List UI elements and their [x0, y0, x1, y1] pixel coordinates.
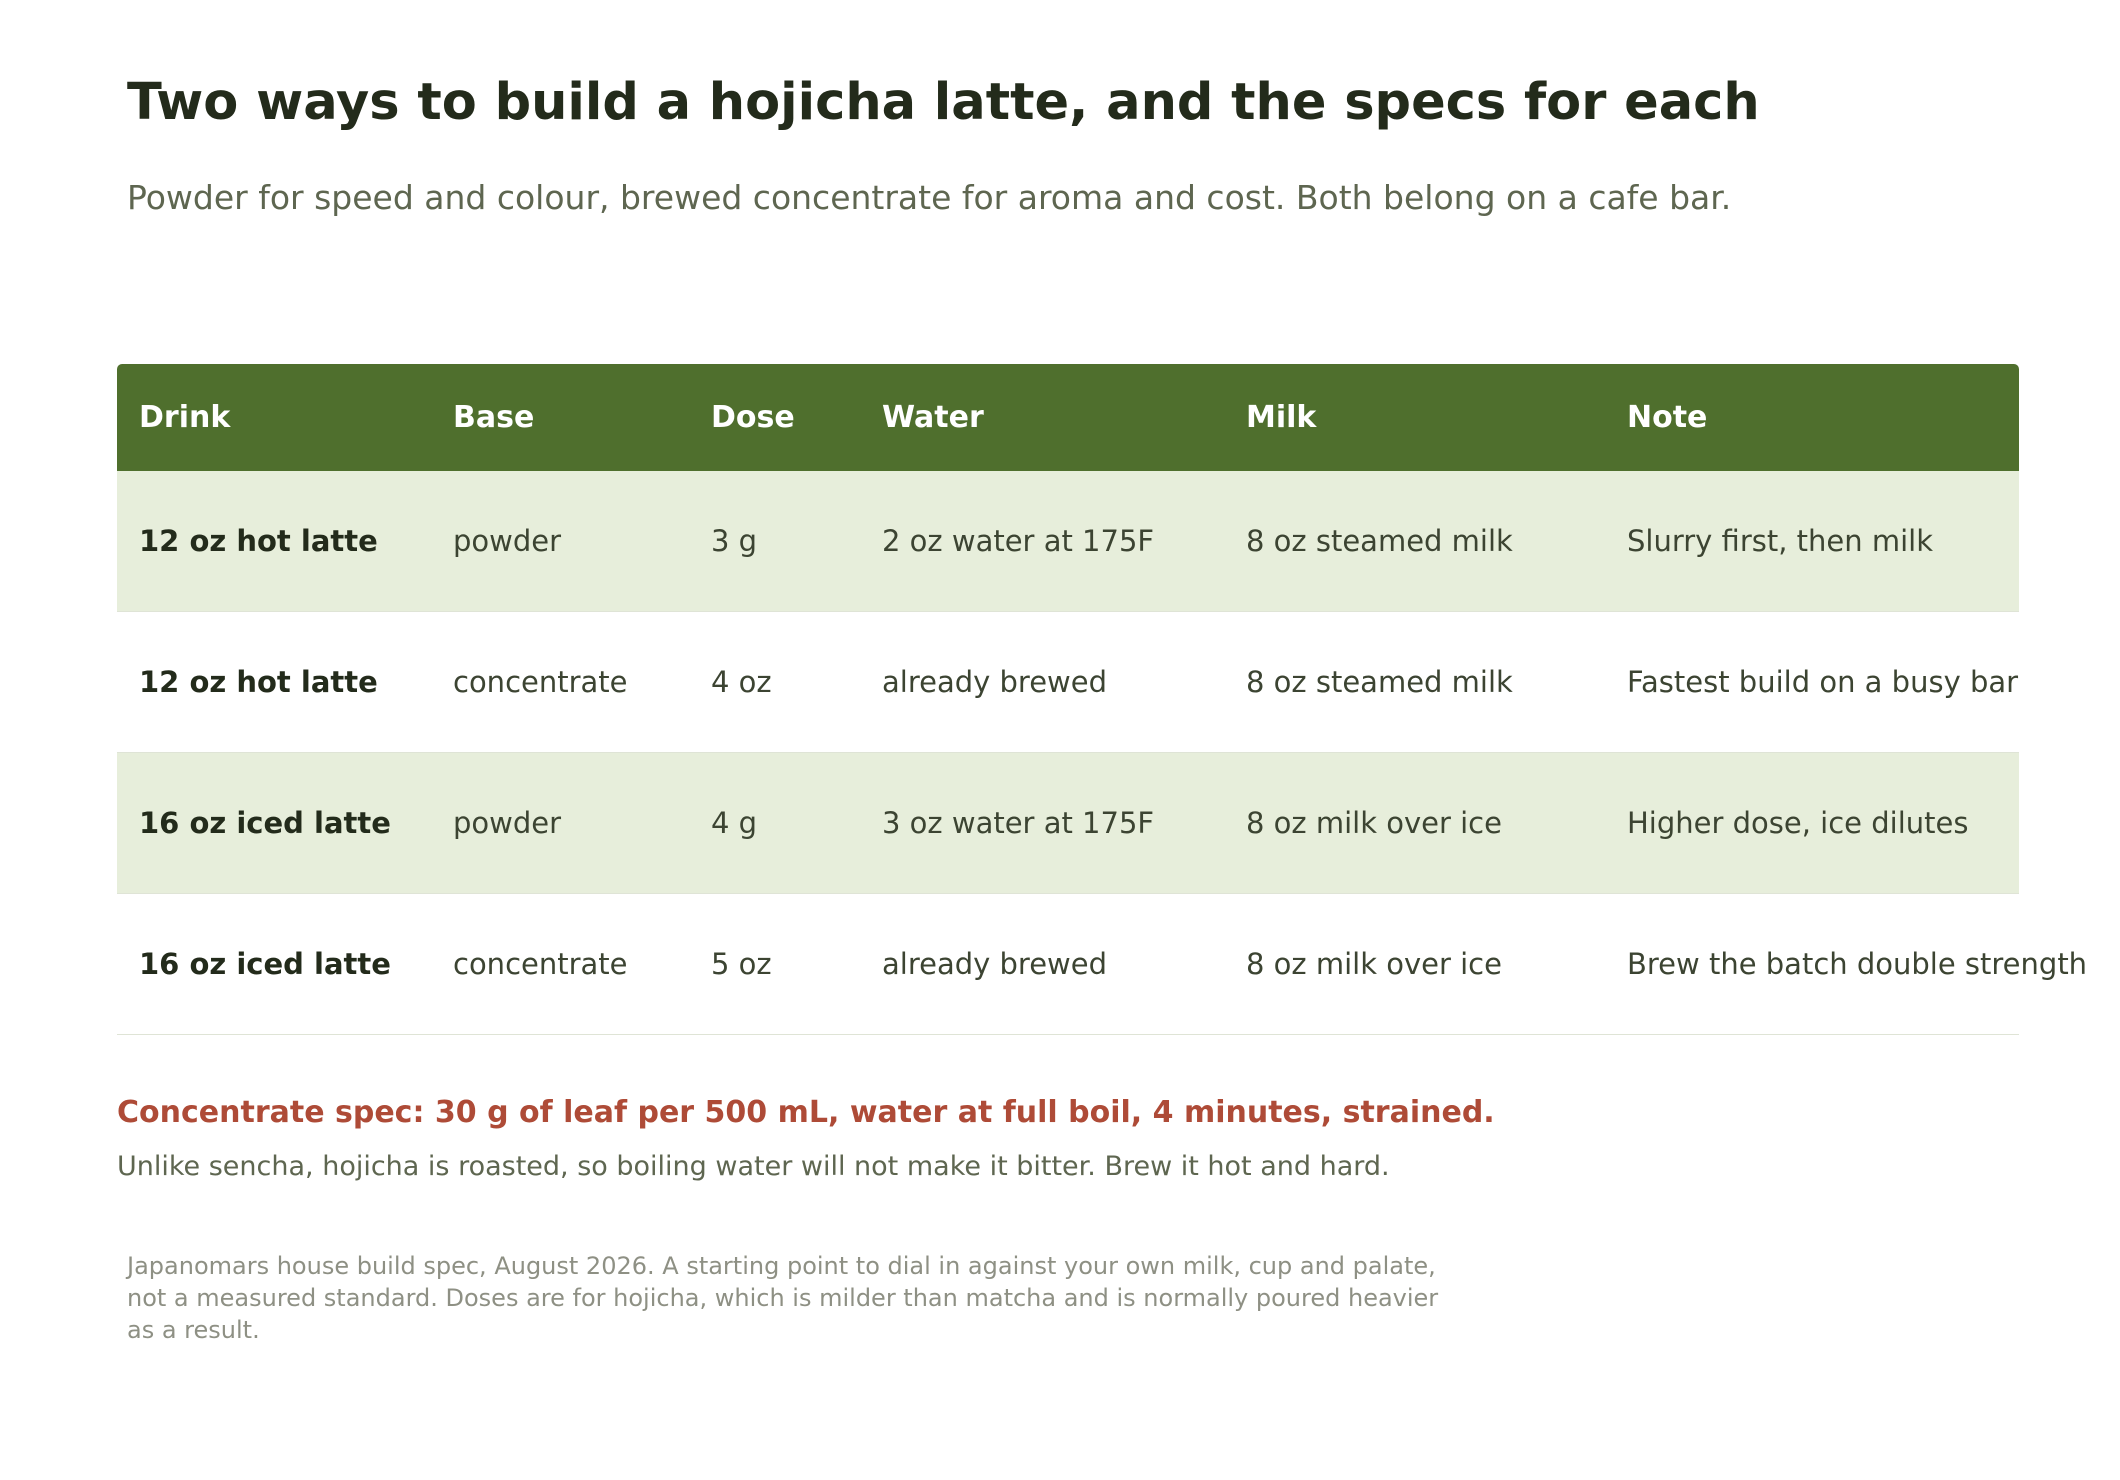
cell-note: Slurry first, then milk — [1605, 471, 2019, 612]
column-header-base: Base — [431, 364, 689, 471]
footnote: Japanomars house build spec, August 2026. A starting point to dial in against your own milk, cup and palate, not a measured standard. Doses are for hojicha, which is milder than matcha and is normally poured heavier as a result. — [127, 1252, 1439, 1344]
table-header-row — [117, 364, 2019, 471]
cell-dose: 4 g — [689, 753, 860, 894]
column-header-drink: Drink — [117, 364, 431, 471]
cell-note: Brew the batch double strength — [1605, 894, 2019, 1035]
concentrate-detail: Unlike sencha, hojicha is roasted, so boiling water will not make it bitter. Brew it hot and hard. — [117, 1151, 1390, 1182]
concentrate-spec: Concentrate spec: 30 g of leaf per 500 mL, water at full boil, 4 minutes, strained. — [117, 1095, 1495, 1130]
column-header-milk: Milk — [1224, 364, 1605, 471]
cell-drink: 12 oz hot latte — [117, 612, 431, 753]
table-row — [117, 612, 2019, 753]
spec-table — [117, 364, 2088, 1035]
page-subtitle: Powder for speed and colour, brewed concentrate for aroma and cost. Both belong on a cafe bar. — [127, 178, 1732, 217]
cell-milk: 8 oz steamed milk — [1224, 612, 1605, 753]
cell-drink: 16 oz iced latte — [117, 894, 431, 1035]
cell-milk: 8 oz steamed milk — [1224, 471, 1605, 612]
column-header-dose: Dose — [689, 364, 860, 471]
cell-dose: 5 oz — [689, 894, 860, 1035]
cell-drink: 12 oz hot latte — [117, 471, 431, 612]
cell-milk: 8 oz milk over ice — [1224, 753, 1605, 894]
cell-note: Fastest build on a busy bar — [1605, 612, 2019, 753]
table-row — [117, 471, 2019, 612]
table-row — [117, 894, 2019, 1035]
cell-milk: 8 oz milk over ice — [1224, 894, 1605, 1035]
cell-base: powder — [431, 753, 689, 894]
cell-base: powder — [431, 471, 689, 612]
cell-water: already brewed — [860, 894, 1224, 1035]
cell-dose: 3 g — [689, 471, 860, 612]
column-header-note: Note — [1605, 364, 2019, 471]
column-header-water: Water — [860, 364, 1224, 471]
cell-drink: 16 oz iced latte — [117, 753, 431, 894]
cell-water: 2 oz water at 175F — [860, 471, 1224, 612]
table-row — [117, 753, 2019, 894]
cell-base: concentrate — [431, 612, 689, 753]
cell-water: already brewed — [860, 612, 1224, 753]
cell-note: Higher dose, ice dilutes — [1605, 753, 2019, 894]
cell-base: concentrate — [431, 894, 689, 1035]
page-title: Two ways to build a hojicha latte, and the specs for each — [127, 73, 1760, 132]
cell-dose: 4 oz — [689, 612, 860, 753]
cell-water: 3 oz water at 175F — [860, 753, 1224, 894]
